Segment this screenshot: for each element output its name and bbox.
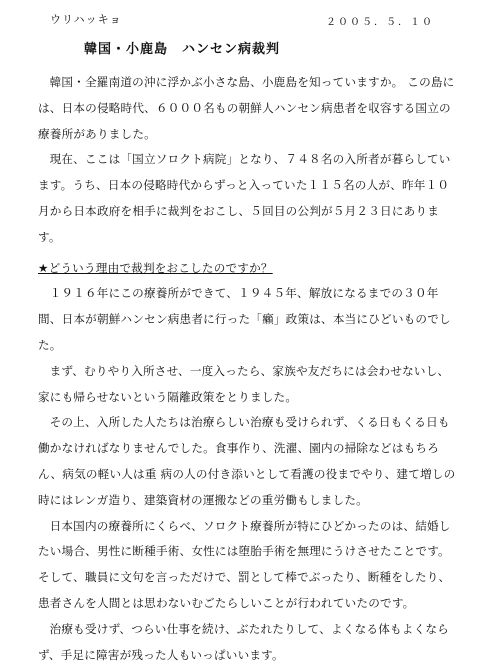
section-paragraph-3: その上、入所した人たちは治療らしい治療も受けられず、くる日もくる日も働かなければなりませんでした。食事作り、洗濯、園内の掃除などはもちろん、病気の軽い人は重 病の人の付き添いとして看護の役までやり、建て増しの時にはレンガ造り、建築資材の運搬などの重労働もしました。: [38, 415, 456, 507]
section-paragraph-1: １９１６年にこの療養所ができて、１９４５年、解放になるまでの３０年間、日本が朝鮮ハンセン病患者に行った「癩」政策は、本当にひどいものでした。: [38, 286, 451, 352]
issue-date: ２００５．５．１０: [326, 17, 434, 28]
intro-paragraph-2: 現在、ここは「国立ソロクト病院」となり、７４８名の入所者が暮らしています。うち、日本の侵略時代からずっと入っていた１１５名の人が、昨年１０月から日本政府を相手に裁判をおこし、５回目の公判が５月２３日にあります。: [38, 152, 451, 244]
newsletter-masthead: ウリハッキョ: [50, 13, 122, 26]
intro-paragraph-1: 韓国・全羅南道の沖に浮かぶ小さな島、小鹿島を知っていますか。 この島には、日本の侵略時代、６０００名もの朝鮮人ハンセン病患者を収容する国立の療養所がありました。: [38, 75, 455, 141]
section-heading: ★どういう理由で裁判をおこしたのですか？: [38, 260, 273, 275]
article-title: 韓国・小鹿島 ハンセン病裁判: [84, 42, 281, 57]
section-paragraph-2: まず、むりやり入所させ、一度入ったら、家族や友だちには会わせないし、家にも帰らせないという隔離政策をとりました。: [38, 363, 450, 404]
article-body: [38, 70, 458, 668]
section-paragraph-5: 治療も受けず、つらい仕事を続け、ぶたれたりして、よくなる体もよくならず、手足に障害が残った人もいっぱいいます。: [38, 621, 449, 662]
section-paragraph-4: 日本国内の療養所にくらべ、ソロクト療養所が特にひどかったのは、結婚したい場合、男性に断種手術、女性には堕胎手術を無理にうけさせたことです。そして、職員に文句を言っただけで、罰として棒でぶったり、断種をしたり、患者さんを人間とは思わないむごたらしいことが行われていたのです。: [38, 518, 451, 610]
